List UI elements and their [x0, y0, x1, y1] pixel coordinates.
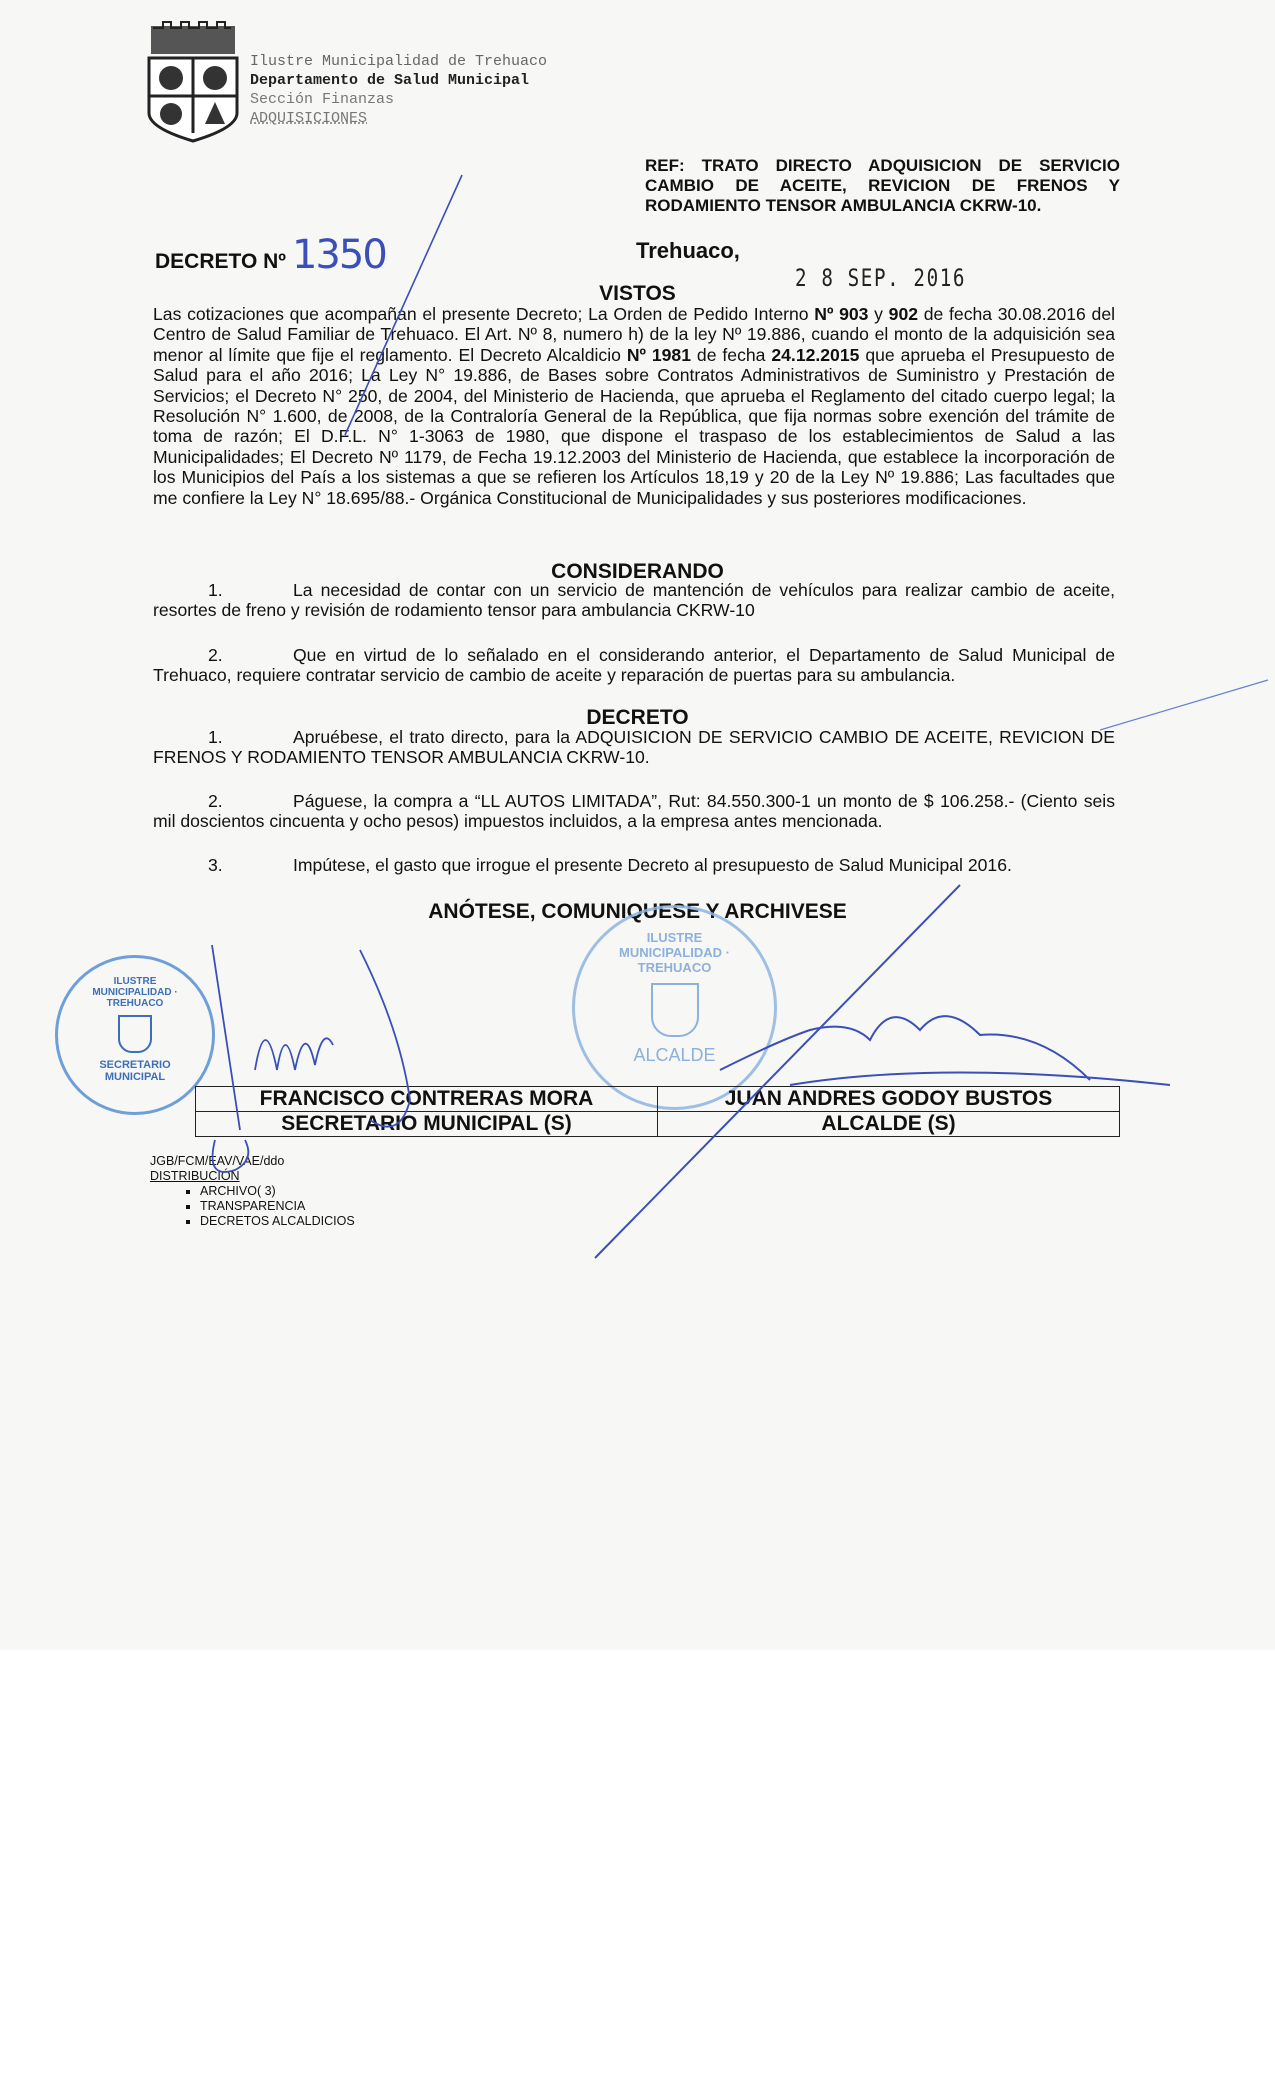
distribution-list	[150, 1184, 355, 1229]
vistos-paragraph	[153, 304, 1115, 508]
vistos-bold: Nº 1981	[626, 344, 691, 365]
item-text: Que en virtud de lo señalado en el considerando anterior, el Departamento de Salud Municipal de Trehuaco, requiere contratar servicio de cambio de aceite y reparación de puertas para su ambulancia.	[153, 645, 1115, 686]
considerando-heading: CONSIDERANDO	[551, 560, 724, 583]
stamp-shield-icon	[651, 983, 699, 1037]
stamp-center-text: SECRETARIO MUNICIPAL	[99, 1059, 171, 1083]
vistos-text: Las cotizaciones que acompañan el presente Decreto; La Orden de Pedido Interno	[153, 304, 815, 324]
distribution-item: ▪ ARCHIVO( 3)	[200, 1184, 355, 1199]
vistos-bold: Nº 903	[814, 304, 869, 324]
distribution-item: ▪ DECRETOS ALCALDICIOS	[200, 1214, 355, 1229]
signatory-name: FRANCISCO CONTRERAS MORA	[196, 1087, 658, 1112]
item-number: 1.	[208, 580, 223, 600]
vistos-bold: 24.12.2015	[771, 344, 860, 365]
vistos-heading: VISTOS	[599, 282, 676, 305]
date-stamp: 2 8 SEP. 2016	[795, 264, 967, 292]
distribution-footer	[150, 1154, 355, 1229]
letterhead-municipality: Ilustre Municipalidad de Trehuaco	[250, 53, 548, 70]
distribution-item: ▪ TRANSPARENCIA	[200, 1199, 355, 1214]
decree-label: DECRETO Nº	[155, 250, 286, 273]
item-number: 2.	[208, 645, 223, 665]
item-text: Impútese, el gasto que irrogue el presente Decreto al presupuesto de Salud Municipal 2016.	[293, 855, 1012, 875]
decree-number-handwritten: 1350	[291, 232, 386, 278]
decreto-item	[153, 727, 1115, 768]
stamp-center-text: ALCALDE	[633, 1045, 716, 1065]
vistos-text: de fecha	[691, 344, 772, 365]
stamp-outer-text: ILUSTRE MUNICIPALIDAD · TREHUACO	[619, 930, 730, 975]
stamp-shield-icon	[118, 1015, 152, 1053]
considerando-item	[153, 580, 1115, 621]
stamp-outer-text: ILUSTRE MUNICIPALIDAD · TREHUACO	[92, 976, 178, 1009]
item-text: La necesidad de contar con un servicio de mantención de vehículos para realizar cambio de aceite, resortes de freno y revisión de rodamiento tensor para ambulancia CKRW-10	[153, 580, 1115, 621]
signatures-table	[195, 1086, 1120, 1137]
vistos-text: y	[868, 304, 889, 324]
letterhead-unit: ADQUISICIONES	[250, 110, 368, 127]
decreto-item	[153, 855, 1115, 875]
signatory-title: ALCALDE (S)	[658, 1112, 1120, 1137]
letterhead	[250, 52, 547, 128]
vistos-text: de fecha 30.08.2016 del Centro de Salud Familiar de Trehuaco. El Art. Nº 8, numero h) de la ley Nº 19.886, cuando el monto de la adquisición sea menor al límite que fije el reglamento. El Decreto Alcaldicio	[153, 304, 1116, 365]
item-number: 2.	[208, 791, 223, 811]
decreto-item	[153, 791, 1115, 832]
signatory-title: SECRETARIO MUNICIPAL (S)	[196, 1112, 658, 1137]
item-text: Apruébese, el trato directo, para la ADQUISICION DE SERVICIO CAMBIO DE ACEITE, REVICION DE FRENOS Y RODAMIENTO TENSOR AMBULANCIA CKRW-10.	[153, 727, 1115, 768]
closing-formula: ANÓTESE, COMUNIQUESE Y ARCHIVESE	[428, 900, 847, 923]
item-number: 3.	[208, 855, 223, 875]
letterhead-section: Sección Finanzas	[250, 91, 395, 108]
decree-number	[155, 232, 386, 278]
city: Trehuaco,	[636, 238, 740, 263]
vistos-bold: 902	[888, 304, 919, 324]
reference-subject: REF: TRATO DIRECTO ADQUISICION DE SERVICIO CAMBIO DE ACEITE, REVICION DE FRENOS Y RODAMIENTO TENSOR AMBULANCIA CKRW-10.	[645, 156, 1120, 215]
municipal-coat-of-arms-logo	[143, 18, 243, 143]
item-text: Páguese, la compra a “LL AUTOS LIMITADA”, Rut: 84.550.300-1 un monto de $ 106.258.- (Ciento seis mil doscientos cincuenta y ocho pesos) impuestos incluidos, a la empresa antes mencionada.	[153, 791, 1115, 832]
vistos-text: que aprueba el Presupuesto de Salud para el año 2016; La Ley N° 19.886, de Bases sobre Contratos Administrativos de Suministro y Prestación de Servicios; el Decreto N° 250, de 2004, del Ministerio de Hacienda, que aprueba el Reglamento del citado cuerpo legal; la Resolución N° 1.600, de 2008, de la Contraloría General de la República, que fija normas sobre exención del trámite de toma de razón; El D.F.L. N° 1-3063 de 1980, que dispone el traspaso de los establecimientos de Salud a las Municipalidades; El Decreto Nº 1179, de Fecha 19.12.2003 del Ministerio de Hacienda, que establece la incorporación de los Municipios del País a los sistemas a que se refieren los Artículos 18,19 y 20 de la Ley Nº 19.886; Las facultades que me confiere la Ley N° 18.695/88.- Orgánica Constitucional de Municipalidades y sus posteriores modificaciones.	[153, 344, 1115, 508]
considerando-item	[153, 645, 1115, 686]
signatory-name: JUAN ANDRES GODOY BUSTOS	[658, 1087, 1120, 1112]
item-number: 1.	[208, 727, 223, 747]
distribution-label: DISTRIBUCIÓN	[150, 1169, 240, 1183]
letterhead-department: Departamento de Salud Municipal	[250, 72, 530, 89]
mayor-stamp	[572, 905, 777, 1110]
initials: JGB/FCM/EAV/VAE/ddo	[150, 1154, 285, 1168]
decreto-heading: DECRETO	[586, 706, 689, 729]
secretary-stamp	[55, 955, 215, 1115]
